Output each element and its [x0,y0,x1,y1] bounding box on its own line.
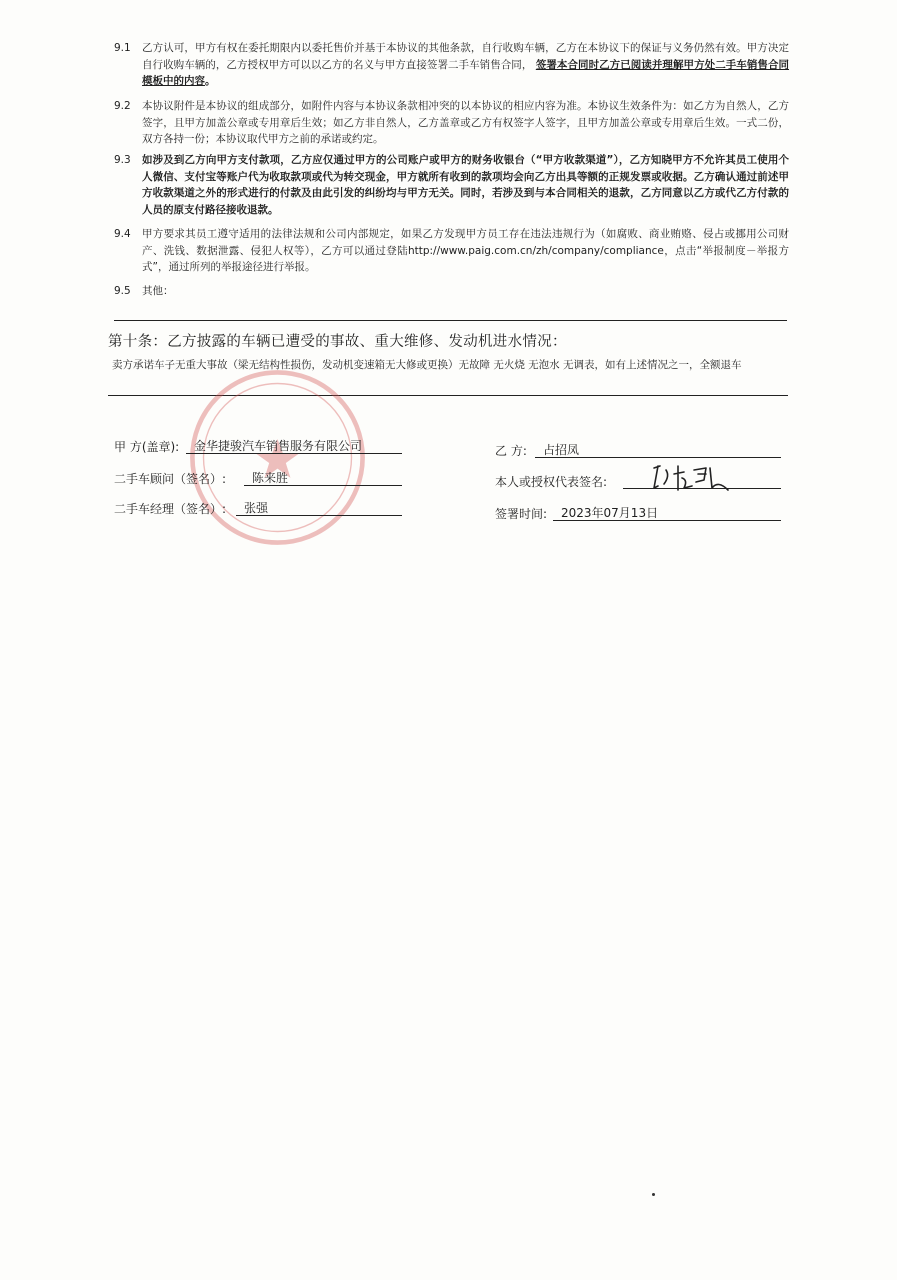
rep-label: 本人或授权代表签名: [495,475,608,489]
clause-number: 9.1 [114,42,131,54]
date-value: 2023年07月13日 [553,505,781,521]
clause-number: 9.3 [114,154,131,166]
party-a-row [114,438,363,455]
clause-9-1-text: 乙方认可，甲方有权在委托期限内以委托售价并基于本协议的其他条款，自行收购车辆，乙方在本协议下的保证与义务仍然有效。甲方决定自行收购车辆的，乙方授权甲方可以以乙方的名义与甲方直接签署二手车销售合同， [142,42,789,71]
clause-number: 9.5 [114,285,131,297]
clause-9-1-tail: 。 [205,75,216,87]
party-b-value: 占招凤 [535,442,781,458]
clause-9-2-text: 本协议附件是本协议的组成部分，如附件内容与本协议条款相冲突的以本协议的相应内容为准。本协议生效条件为：如乙方为自然人，乙方签字，且甲方加盖公章或专用章后生效；如乙方非自然人，乙方盖章或乙方有权签字人签字，且甲方加盖公章或专用章后生效。一式二份，双方各持一份；本协议取代甲方之前的承诺或约定。 [142,100,789,145]
clause-9-1-bold-text: 签署本合同时乙方已阅读并理解甲方处二手车销售合同模板中的内容 [142,58,790,87]
clause-9-1 [114,40,789,90]
clause-9-5-text: 其他： [142,285,174,297]
manager-label: 二手车经理（签名）: [114,502,227,516]
clause-number: 9.4 [114,228,131,240]
rep-row [495,473,607,490]
clause-text [142,40,789,90]
advisor-value: 陈来胜 [244,470,402,486]
clause-number: 9.2 [114,100,131,112]
party-b-label: 乙 方: [495,444,527,458]
party-a-value: 金华捷骏汽车销售服务有限公司 [186,438,402,454]
clause-9-2 [114,98,789,148]
advisor-label: 二手车顾问（签名）: [114,472,227,486]
date-row [495,505,659,522]
clause-9-3 [114,152,789,218]
clause-9-4 [114,226,789,276]
handwritten-signature [648,460,738,496]
manager-value: 张强 [236,500,402,516]
clause-9-5 [114,283,789,300]
party-b-row [495,442,580,459]
section-10-title: 第十条：乙方披露的车辆已遭受的事故、重大维修、发动机进水情况： [108,334,567,350]
date-label: 签署时间: [495,507,548,521]
clause-9-3-text: 如涉及到乙方向甲方支付款项，乙方应仅通过甲方的公司账户或甲方的财务收银台（“甲方收款渠道”），乙方知晓甲方不允许其员工使用个人微信、支付宝等账户代为收取款项或代为转交现金，甲方就所有收到的款项均会向乙方出具等额的正规发票或收据。乙方确认通过前述甲方收款渠道之外的形式进行的付款及由此引发的纠纷均与甲方无关。同时，若涉及到与本合同相关的退款，乙方同意以乙方或代乙方付款的人员的原支付路径接收退款。 [142,154,789,216]
party-a-label: 甲 方(盖章): [114,440,180,454]
manager-row [114,500,269,517]
section-10-body: 卖方承诺车子无重大事故（梁无结构性损伤，发动机变速箱无大修或更换）无故障 无火烧 无泡水 无调表，如有上述情况之一，全额退车 [112,359,742,371]
advisor-row [114,470,289,487]
divider-line [114,320,787,321]
clause-9-4-text: 甲方要求其员工遵守适用的法律法规和公司内部规定，如果乙方发现甲方员工存在违法违规行为（如腐败、商业贿赂、侵占或挪用公司财产、洗钱、数据泄露、侵犯人权等），乙方可以通过登陆http://www.paig.com.cn/zh/company/compliance，点击“举报制度－举报方式”，通过所列的举报途径进行举报。 [142,228,789,273]
stray-mark [652,1193,655,1196]
company-seal-stamp [185,365,370,550]
